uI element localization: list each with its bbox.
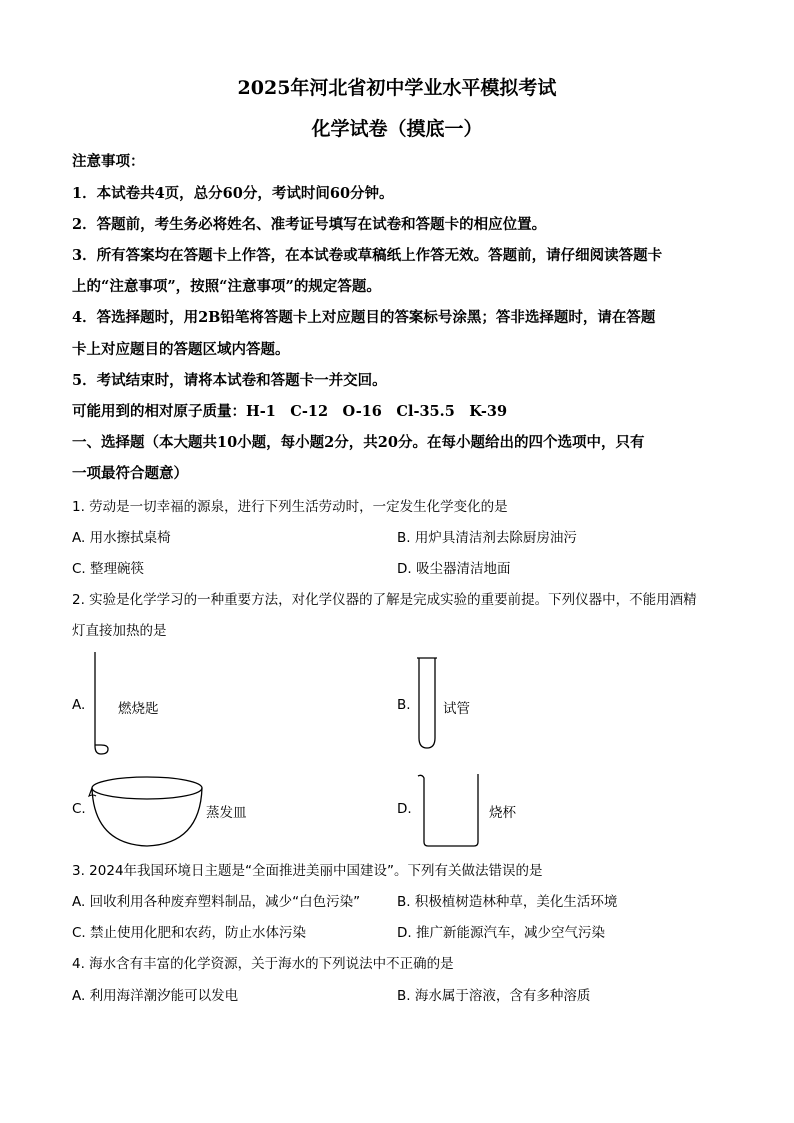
note-item: 卡上对应题目的答题区域内答题。 (72, 341, 290, 358)
q3-option-c: C. 禁止使用化肥和农药，防止水体污染 (72, 925, 307, 941)
q3-option-d: D. 推广新能源汽车，减少空气污染 (397, 925, 605, 941)
section-heading-cont: 一项最符合题意） (72, 465, 188, 482)
page-title: 2025年河北省初中学业水平模拟考试 (237, 77, 557, 99)
question-2-stem-cont: 灯直接加热的是 (72, 623, 167, 639)
q2-option-b-name: 试管 (443, 701, 470, 717)
q2-option-c-letter: C. (72, 801, 86, 817)
q1-option-c: C. 整理碗筷 (72, 561, 145, 577)
q2-option-d-name: 烧杯 (489, 805, 516, 821)
note-item: 上的“注意事项”，按照“注意事项”的规定答题。 (72, 278, 381, 295)
q3-option-a: A. 回收利用各种废弃塑料制品，减少“白色污染” (72, 894, 361, 910)
note-item: 3．所有答案均在答题卡上作答，在本试卷或草稿纸上作答无效。答题前，请仔细阅读答题卡 (72, 247, 663, 264)
q2-option-c-name: 蒸发皿 (206, 805, 247, 821)
q1-option-b: B. 用炉具清洁剂去除厨房油污 (397, 530, 577, 546)
note-item: 5．考试结束时，请将本试卷和答题卡一并交回。 (72, 372, 387, 389)
question-2-stem: 2. 实验是化学学习的一种重要方法，对化学仪器的了解是完成实验的重要前提。下列仪器中，不能用酒精 (72, 592, 697, 608)
atomic-mass-line: 可能用到的相对原子质量：H-1 C-12 O-16 Cl-35.5 K-39 (72, 403, 508, 420)
notes-heading: 注意事项： (72, 153, 145, 170)
q1-option-a: A. 用水擦拭桌椅 (72, 530, 171, 546)
note-item: 1．本试卷共4页，总分60分，考试时间60分钟。 (72, 185, 394, 202)
section-heading: 一、选择题（本大题共10小题，每小题2分，共20分。在每小题给出的四个选项中，只有 (72, 434, 645, 451)
q2-option-b-letter: B. (397, 697, 411, 713)
q1-option-d: D. 吸尘器清洁地面 (397, 561, 511, 577)
note-item: 4．答选择题时，用2B铅笔将答题卡上对应题目的答案标号涂黑；答非选择题时，请在答题 (72, 309, 656, 326)
question-1-stem: 1. 劳动是一切幸福的源泉，进行下列生活劳动时，一定发生化学变化的是 (72, 499, 508, 515)
note-item: 2．答题前，考生务必将姓名、准考证号填写在试卷和答题卡的相应位置。 (72, 216, 547, 233)
page-subtitle: 化学试卷（摸底一） (311, 118, 483, 140)
evaporating-dish-figure (88, 772, 208, 852)
test-tube-figure (415, 656, 445, 752)
beaker-figure (416, 772, 486, 850)
q2-option-d-letter: D. (397, 801, 412, 817)
q2-option-a-name: 燃烧匙 (118, 701, 159, 717)
q2-option-a-letter: A. (72, 697, 86, 713)
q3-option-b: B. 积极植树造林种草，美化生活环境 (397, 894, 618, 910)
question-3-stem: 3. 2024年我国环境日主题是“全面推进美丽中国建设”。下列有关做法错误的是 (72, 863, 543, 879)
q4-option-b: B. 海水属于溶液，含有多种溶质 (397, 988, 591, 1004)
question-4-stem: 4. 海水含有丰富的化学资源，关于海水的下列说法中不正确的是 (72, 956, 454, 972)
q4-option-a: A. 利用海洋潮汐能可以发电 (72, 988, 239, 1004)
